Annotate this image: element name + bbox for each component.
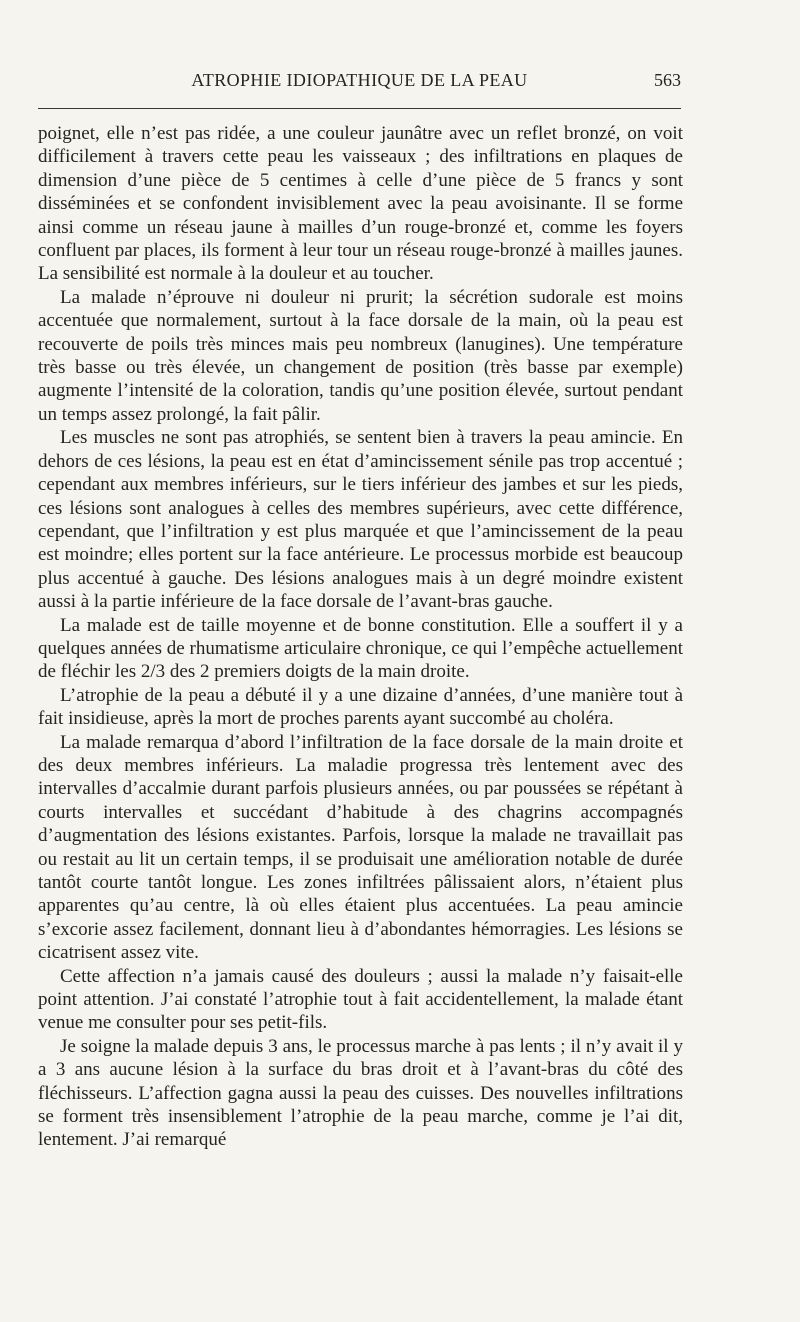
page-number: 563 — [654, 70, 681, 90]
paragraph-8: Je soigne la malade depuis 3 ans, le processus marche à pas lents ; il n’y avait il y a 3 ans aucune lésion à la surface du bras droit et à l’avant-bras du côté des fléchisseurs. L’affection gagna aussi la peau des cuisses. Des nouvelles infiltrations se forment très insensiblement l’atrophie de la peau marche, comme je l’ai dit, lentement. J’ai remarqué — [38, 1035, 683, 1151]
paragraph-7: Cette affection n’a jamais causé des douleurs ; aussi la malade n’y faisait-elle point attention. J’ai constaté l’atrophie tout à fait accidentellement, la malade étant venue me consulter pour ses petit-fils. — [38, 965, 683, 1034]
paragraph-3: Les muscles ne sont pas atrophiés, se sentent bien à travers la peau amincie. En dehors de ces lésions, la peau est en état d’amincissement sénile pas trop accentué ; cependant aux membres inférieurs, sur le tiers inférieur des jambes et sur les pieds, ces lésions sont analogues à celles des membres supérieurs, avec cette différence, cependant, que l’infiltration y est plus marquée et que l’amincissement de la peau est moindre; elles portent sur la face antérieure. Le processus morbide est beaucoup plus accentué à gauche. Des lésions analogues mais à un degré moindre existent aussi à la partie inférieure de la face dorsale de l’avant-bras gauche. — [38, 427, 683, 613]
body-text — [38, 122, 683, 1152]
header-rule — [38, 108, 681, 109]
paragraph-2: La malade n’éprouve ni douleur ni prurit; la sécrétion sudorale est moins accentuée que normalement, surtout à la face dorsale de la main, où la peau est recouverte de poils très minces mais peu nombreux (lanugines). Une température très basse ou très élevée, un changement de position (très basse par exemple) augmente l’intensité de la coloration, tandis qu’une position élevée, surtout pendant un temps assez prolongé, la fait pâlir. — [38, 286, 683, 425]
paragraph-5: L’atrophie de la peau a débuté il y a une dizaine d’années, d’une manière tout à fait insidieuse, après la mort de proches parents ayant succombé au choléra. — [38, 684, 683, 730]
paragraph-6: La malade remarqua d’abord l’infiltration de la face dorsale de la main droite et des deux membres inférieurs. La maladie progressa très lentement avec des intervalles d’accalmie durant parfois plusieurs années, ou par poussées se répétant à courts intervalles et succédant d’habitude à des chagrins accompagnés d’augmentation des lésions existantes. Parfois, lorsque la malade ne travaillait pas ou restait au lit un certain temps, il se produisait une amélioration notable de durée tantôt courte tantôt longue. Les zones infiltrées pâlissaient alors, n’étaient plus apparentes qu’au centre, là où elles étaient plus accentuées. La peau amincie s’excorie assez facilement, donnant lieu à d’abondantes hémorragies. Les lésions se cicatrisent assez vite. — [38, 731, 683, 964]
paragraph-4: La malade est de taille moyenne et de bonne constitution. Elle a souffert il y a quelques années de rhumatisme articulaire chronique, ce qui l’empêche actuellement de fléchir les 2/3 des 2 premiers doigts de la main droite. — [38, 614, 683, 683]
running-title: ATROPHIE IDIOPATHIQUE DE LA PEAU — [191, 70, 528, 90]
paragraph-1: poignet, elle n’est pas ridée, a une couleur jaunâtre avec un reflet bronzé, on voit difficilement à travers cette peau les vaisseaux ; des infiltrations en plaques de dimension d’une pièce de 5 centimes à celle d’une pièce de 5 francs y sont disséminées et se confondent invisiblement avec la peau avoisinante. Il se forme ainsi comme un réseau jaune à mailles d’un rouge-bronzé et, comme les foyers confluent par places, ils forment à leur tour un réseau rouge-bronzé à mailles jaunes. La sensibilité est normale à la douleur et au toucher. — [38, 123, 683, 285]
running-header — [38, 66, 681, 96]
